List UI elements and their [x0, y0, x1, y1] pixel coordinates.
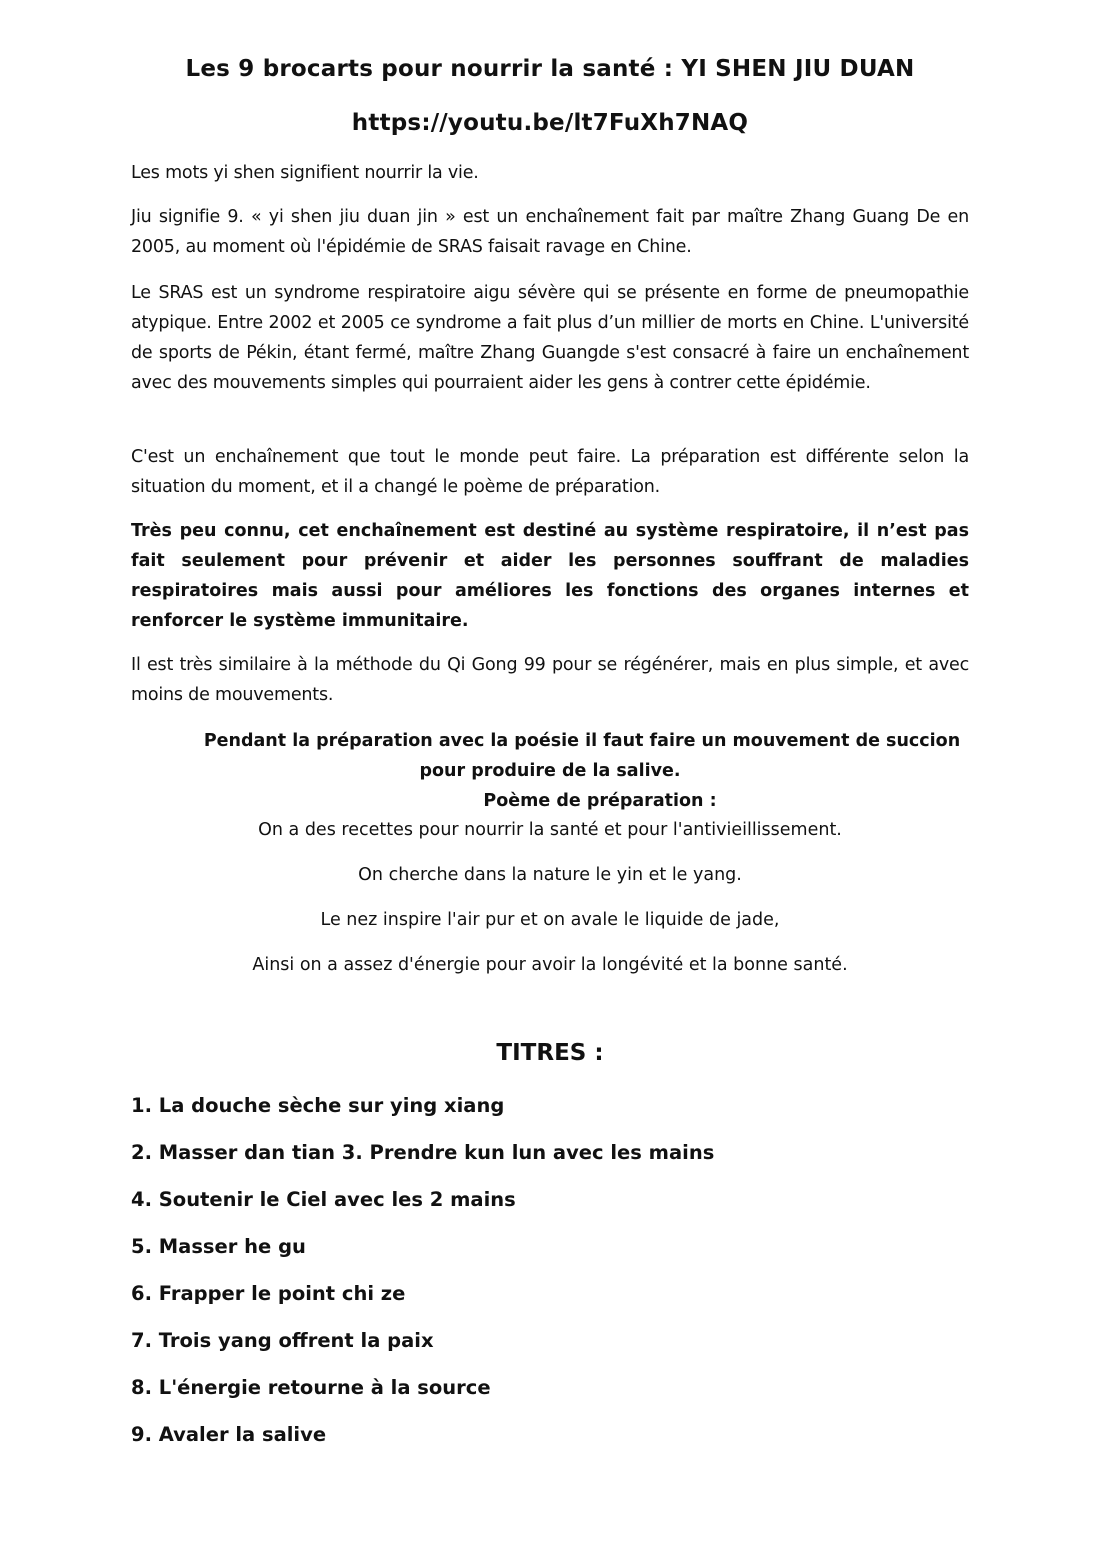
titles-list	[131, 1090, 714, 1466]
title-item: 1. La douche sèche sur ying xiang	[131, 1094, 505, 1117]
paragraph-bold: Très peu connu, cet enchaînement est destiné au système respiratoire, il n’est pas fait seulement pour prévenir et aider les personnes souffrant de maladies respiratoires mais aussi pour améliores les fonctions des organes internes et renforcer le système immunitaire.	[131, 521, 969, 631]
poem-heading: Poème de préparation :	[483, 791, 717, 811]
video-link[interactable]: https://youtu.be/lt7FuXh7NAQ	[351, 110, 749, 136]
title-item: 7. Trois yang offrent la paix	[131, 1329, 434, 1352]
paragraph: Il est très similaire à la méthode du Qi Gong 99 pour se régénérer, mais en plus simple, et avec moins de mouvements.	[131, 655, 969, 705]
poem-line: On cherche dans la nature le yin et le yang.	[358, 865, 742, 885]
instruction-line: pour produire de la salive.	[419, 761, 681, 781]
paragraph: C'est un enchaînement que tout le monde peut faire. La préparation est différente selon la situation du moment, et il a changé le poème de préparation.	[131, 447, 969, 497]
paragraph: Les mots yi shen signifient nourrir la vie.	[131, 163, 479, 183]
poem-line: On a des recettes pour nourrir la santé et pour l'antivieillissement.	[258, 820, 842, 840]
titles-heading: TITRES :	[496, 1040, 604, 1066]
poem-line: Le nez inspire l'air pur et on avale le liquide de jade,	[320, 910, 780, 930]
title-item: 9. Avaler la salive	[131, 1423, 327, 1446]
instruction-line: Pendant la préparation avec la poésie il faut faire un mouvement de succion	[203, 731, 961, 751]
title-item: 4. Soutenir le Ciel avec les 2 mains	[131, 1188, 516, 1211]
title-item: 2. Masser dan tian 3. Prendre kun lun avec les mains	[131, 1141, 715, 1164]
document-title: Les 9 brocarts pour nourrir la santé : YI SHEN JIU DUAN	[185, 56, 915, 82]
paragraph: Jiu signifie 9. « yi shen jiu duan jin » est un enchaînement fait par maître Zhang Guang De en 2005, au moment où l'épidémie de SRAS faisait ravage en Chine.	[131, 207, 969, 257]
paragraph: Le SRAS est un syndrome respiratoire aigu sévère qui se présente en forme de pneumopathie atypique. Entre 2002 et 2005 ce syndrome a fait plus d’un millier de morts en Chine. L'université de sports de Pékin, étant fermé, maître Zhang Guangde s'est consacré à faire un enchaînement avec des mouvements simples qui pourraient aider les gens à contrer cette épidémie.	[131, 283, 969, 393]
poem-line: Ainsi on a assez d'énergie pour avoir la longévité et la bonne santé.	[252, 955, 848, 975]
title-item: 8. L'énergie retourne à la source	[131, 1376, 491, 1399]
title-item: 6. Frapper le point chi ze	[131, 1282, 406, 1305]
title-item: 5. Masser he gu	[131, 1235, 306, 1258]
